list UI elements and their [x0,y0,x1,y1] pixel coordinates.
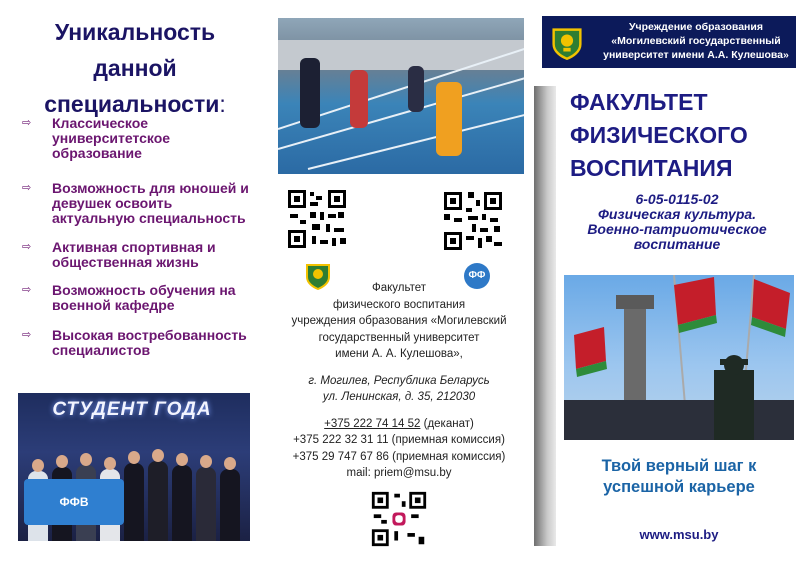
list-item: ⇨ Возможность обучения на военной кафедре [22,282,236,313]
faculty-title: ФАКУЛЬТЕТ ФИЗИЧЕСКОГО ВОСПИТАНИЯ [570,89,748,181]
qr-code[interactable] [442,190,504,252]
features-list [22,116,257,358]
qr-code[interactable] [286,188,348,250]
right-arrow-icon: ⇨ [22,182,32,194]
uniqueness-title: Уникальность данной специальности: [44,19,226,117]
contact-block: Факультет физического воспитания учреждения образования «Могилевский государственный университет имени А. А. Кулешова», г. Могилев, Республика Беларусь ул. Ленинская, д. 35, 212030 +375 222 74 14 52 (деканат) +375 222 32 31 11 (приемная комиссия) +375 29 747 67 86 (приемная комиссия) mail: priem@msu.by [270,280,528,482]
list-item: ⇨ Активная спортивная и общественная жизнь [22,239,216,270]
student-of-year-banner: СТУДЕНТ ГОДА [52,399,212,420]
phone-deanery: +375 222 74 14 52 (деканат) [324,417,474,430]
middle-panel [262,0,534,565]
email-line[interactable]: mail: priem@msu.by [346,467,452,479]
right-arrow-icon: ⇨ [22,117,32,129]
track-athletics-photo [278,18,524,174]
left-panel [0,0,262,565]
program-info: 6-05-0115-02 Физическая культура. Военно-патриотическое воспитание [564,192,790,252]
qr-code[interactable] [370,490,428,548]
right-arrow-icon: ⇨ [22,241,32,253]
qr-code-icon [442,190,504,252]
military-parade-photo [564,275,794,440]
phone-link[interactable]: +375 222 74 14 52 [324,417,421,430]
right-arrow-icon: ⇨ [22,284,32,296]
list-item: ⇨ Возможность для юношей и девушек освоить актуальную специальность [22,180,249,226]
university-name: Учреждение образования «Могилевский государственный университет имени А.А. Кулешова» [603,21,789,61]
phone-admissions-2: +375 29 747 67 86 (приемная комиссия) [292,450,506,463]
list-item: ⇨ Классическое университетское образование [22,115,171,161]
list-item: ⇨ Высокая востребованность специалистов [22,327,247,358]
university-header [542,16,796,68]
faculty-logo-icon: ФФ [464,263,490,289]
qr-code-icon [286,188,348,250]
website-link[interactable]: www.msu.by [639,527,719,542]
university-emblem-icon [550,26,584,60]
street-address: ул. Ленинская, д. 35, 212030 [322,391,476,403]
faculty-flag: ФФВ [24,479,124,525]
right-panel [534,0,800,565]
program-code: 6-05-0115-02 [635,191,719,207]
city-address: г. Могилев, Республика Беларусь [308,374,490,387]
student-of-year-photo [18,393,250,541]
slogan: Твой верный шаг к успешной карьере [601,457,757,496]
right-arrow-icon: ⇨ [22,329,32,341]
phone-admissions-1: +375 222 32 31 11 (приемная комиссия) [293,434,505,446]
fold-divider [534,86,556,546]
qr-code-icon [370,490,428,548]
